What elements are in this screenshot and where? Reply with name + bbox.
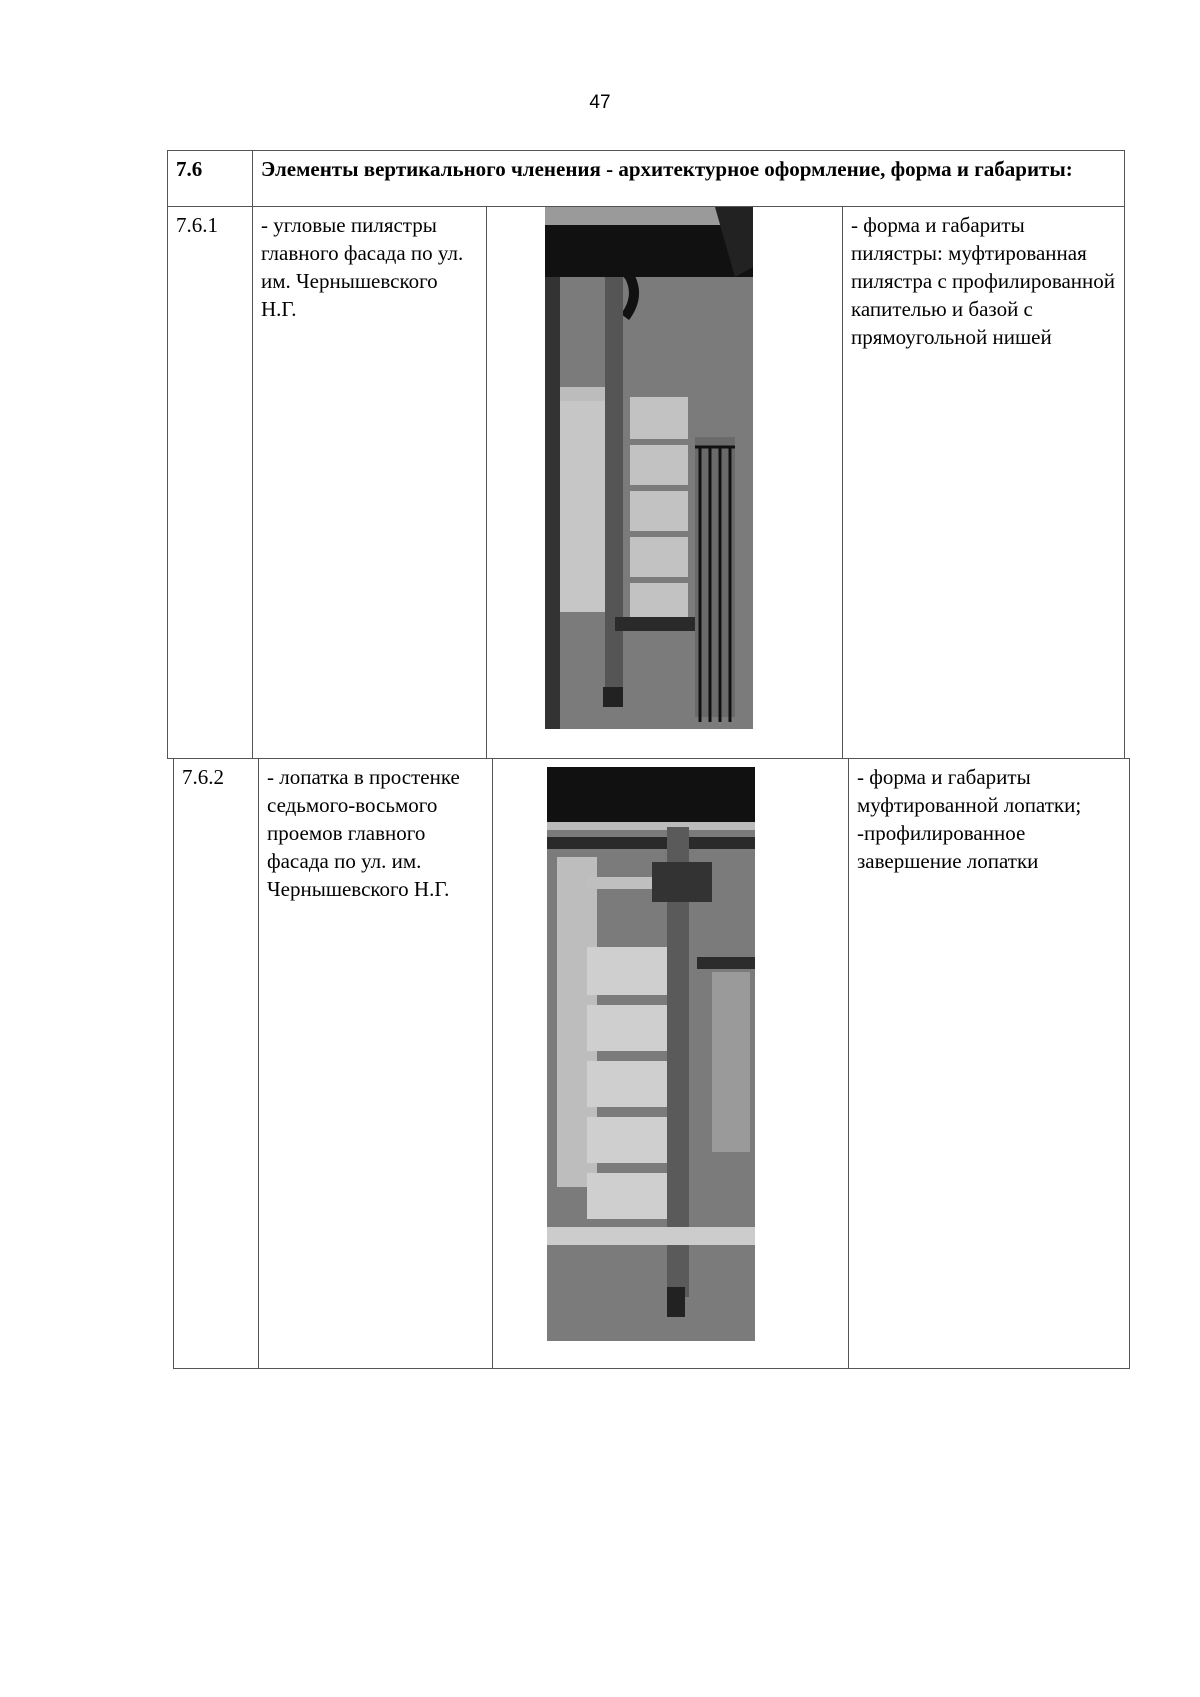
section-table bbox=[167, 150, 1125, 759]
table-row bbox=[168, 207, 1125, 759]
section-title: Элементы вертикального членения - архитектурное оформление, форма и габариты: bbox=[253, 151, 1125, 207]
section-table-continued bbox=[173, 758, 1130, 1369]
item-number: 7.6.2 bbox=[174, 759, 259, 1369]
photo-cell bbox=[487, 207, 843, 759]
item-number: 7.6.1 bbox=[168, 207, 253, 759]
section-number: 7.6 bbox=[168, 151, 253, 207]
page-number: 47 bbox=[589, 92, 611, 113]
photo-cell bbox=[493, 759, 849, 1369]
item-description: - форма и габариты муфтированной лопатки; -профилированное завершение лопатки bbox=[849, 759, 1130, 1369]
table-row bbox=[174, 759, 1130, 1369]
lesene-photo bbox=[547, 767, 755, 1341]
pilaster-photo bbox=[545, 207, 753, 729]
section-header-row bbox=[168, 151, 1125, 207]
item-description: - форма и габариты пилястры: муфтированная пилястра с профилированной капителью и базой с прямоугольной нишей bbox=[843, 207, 1125, 759]
item-element: - лопатка в простенке седьмого-восьмого проемов главного фасада по ул. им. Чернышевского Н.Г. bbox=[259, 759, 493, 1369]
item-element: - угловые пилястры главного фасада по ул. им. Чернышевского Н.Г. bbox=[253, 207, 487, 759]
